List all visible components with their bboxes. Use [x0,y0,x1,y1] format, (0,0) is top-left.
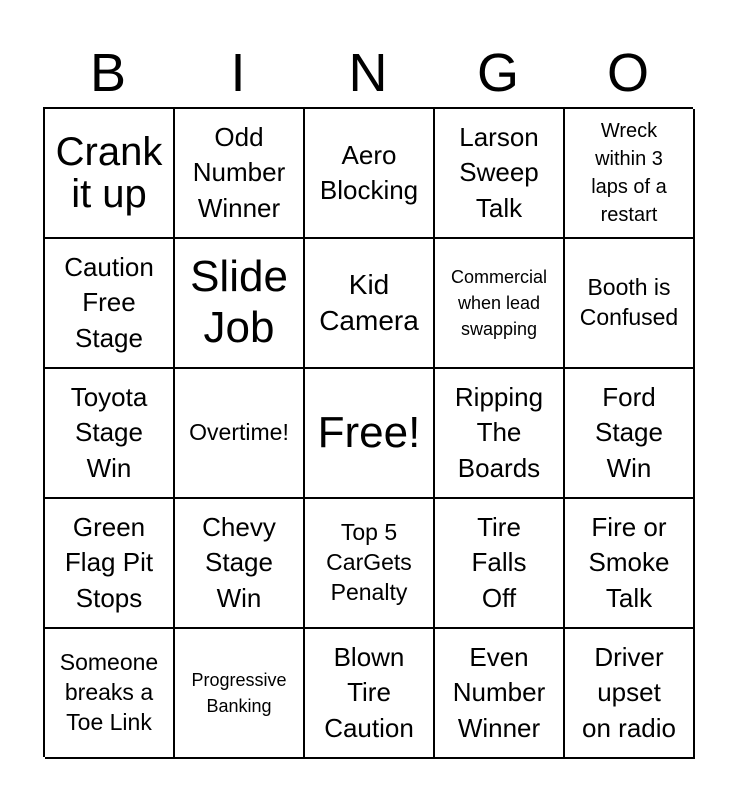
bingo-cell[interactable] [435,629,565,759]
header-letter-g: G [476,43,519,103]
bingo-cell[interactable] [565,109,695,239]
cell-text: Someone breaks a Toe Link [59,649,159,735]
cell-text: Kid Camera [319,268,419,336]
bingo-cell[interactable] [305,629,435,759]
cell-text: Chevy Stage Win [202,512,276,613]
cell-text: Commercial when lead swapping [450,266,547,340]
cell-text: Crank it up [55,130,163,216]
cell-text: Even Number Winner [452,642,546,743]
bingo-cell-free-space[interactable] [305,369,435,499]
bingo-cell[interactable] [175,369,305,499]
cell-text: Aero Blocking [319,139,419,205]
bingo-cell[interactable] [435,369,565,499]
bingo-cell[interactable] [45,499,175,629]
cell-text: Tire Falls Off [471,512,527,613]
cell-text: Slide Job [190,252,288,352]
header-letter-b: B [89,43,127,103]
bingo-cell[interactable] [565,369,695,499]
bingo-cell[interactable] [175,239,305,369]
header-letter-o: O [606,43,649,103]
cell-text: Fire or Smoke Talk [588,512,670,613]
bingo-cell[interactable] [45,629,175,759]
bingo-cell[interactable] [435,239,565,369]
bingo-cell[interactable] [45,369,175,499]
cell-text: Caution Free Stage [64,252,154,353]
bingo-header [43,40,693,106]
bingo-cell[interactable] [435,109,565,239]
header-letter-i: I [230,43,246,103]
header-letter-n: N [348,43,388,103]
cell-text: Ford Stage Win [595,382,663,483]
cell-text: Top 5 CarGets Penalty [326,519,412,605]
bingo-cell[interactable] [565,499,695,629]
cell-text: Odd Number Winner [192,122,286,223]
cell-text: Green Flag Pit Stops [64,512,154,613]
cell-text: Toyota Stage Win [70,382,148,483]
bingo-cell[interactable] [565,629,695,759]
bingo-cell[interactable] [305,109,435,239]
cell-text: Ripping The Boards [454,382,544,483]
bingo-cell[interactable] [45,239,175,369]
cell-text: Progressive Banking [191,669,287,716]
bingo-cell[interactable] [175,499,305,629]
cell-text: Booth is Confused [579,274,679,330]
cell-text: Overtime! [189,419,289,446]
bingo-cell[interactable] [305,239,435,369]
bingo-cell[interactable] [565,239,695,369]
bingo-cell[interactable] [175,109,305,239]
bingo-cell[interactable] [45,109,175,239]
bingo-cell[interactable] [175,629,305,759]
cell-text: Wreck within 3 laps of a restart [591,120,667,226]
bingo-cell[interactable] [305,499,435,629]
cell-text: Free! [317,407,421,457]
cell-text: Larson Sweep Talk [459,122,539,223]
cell-text: Blown Tire Caution [324,642,414,743]
bingo-card-grid [43,107,693,757]
bingo-cell[interactable] [435,499,565,629]
cell-text: Driver upset on radio [582,642,676,743]
